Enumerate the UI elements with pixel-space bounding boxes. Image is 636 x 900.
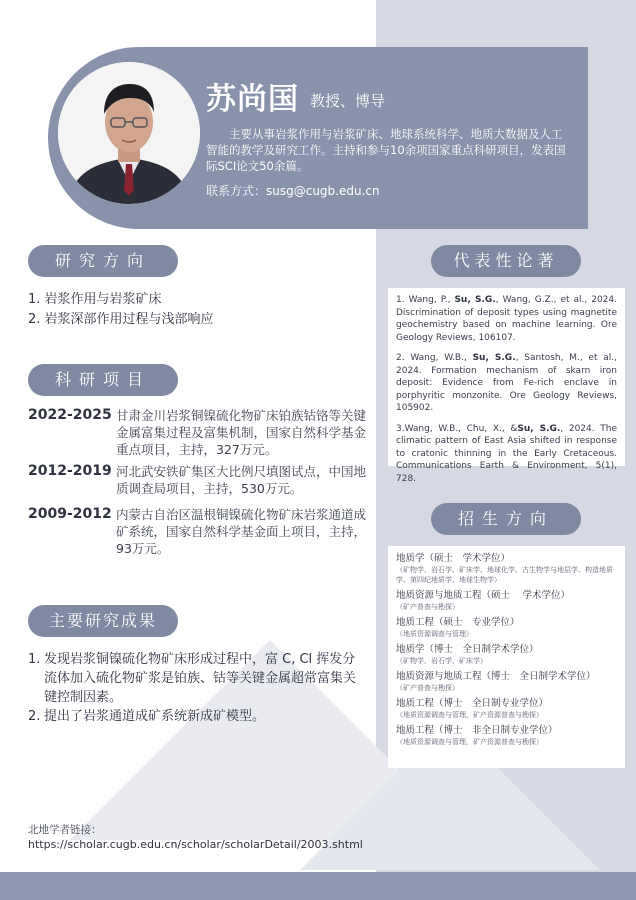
admission-item: 地质工程（硕士 专业学位） （地质资源调查与管理） (396, 617, 520, 638)
admissions-heading: 招生方向 (431, 503, 581, 535)
project-desc: 甘肃金川岩浆铜镍硫化物矿床铂族钴铬等关键金属富集过程及富集机制，国家自然科学基金重点项目，主持，327万元。 (116, 408, 367, 457)
project-desc: 河北武安铁矿集区大比例尺填图试点，中国地质调查局项目，主持，530万元。 (116, 464, 367, 496)
achievement-item: 2. 提出了岩浆通道成矿系统新成矿模型。 (28, 709, 266, 724)
person-intro: 主要从事岩浆作用与岩浆矿床、地球系统科学、地质大数据及人工智能的教学及研究工作。主持和参与10余项国家重点科研项目，发表国际SCI论文50余篇。 (206, 127, 566, 173)
contact-info: 联系方式：susg@cugb.edu.cn (206, 184, 380, 198)
profile-photo (58, 62, 200, 204)
paper-item: 2. Wang, W.B., Su, S.G., Santosh, M., et al., 2024. Formation mechanism of skarn iron deposit: Evidence from Fe-rich enclave in porphyritic monzonite. Ore Geology Reviews, 105902. (396, 353, 617, 413)
papers-panel (388, 288, 625, 484)
scholar-link-label: 北地学者链接： (28, 824, 102, 836)
admission-item: 地质学（硕士 学术学位） （矿物学、岩石学、矿床学、地球化学、古生物学与地层学、构造地质学、第四纪地质学、地球生物学） (396, 553, 613, 584)
project-year: 2009-2012 (28, 506, 112, 522)
paper-item: 3.Wang, W.B., Chu, X., &Su, S.G., 2024. The climatic pattern of East Asia shifted in response to cratonic thinning in the Early Cretaceous. Communications Earth & Environment, 5(1), 728. (396, 423, 617, 484)
project-item (28, 407, 368, 458)
admission-item: 地质工程（博士 全日制专业学位） （地质资源调查与管理，矿产资源普查与勘探） (396, 698, 549, 719)
research-item: 1. 岩浆作用与岩浆矿床 (28, 292, 162, 307)
projects-heading: 科研项目 (28, 364, 178, 396)
admission-item: 地质资源与地质工程（博士 全日制学术学位） （矿产普查与勘探） (396, 671, 596, 692)
scholar-link[interactable]: https://scholar.cugb.edu.cn/scholar/scholarDetail/2003.shtml (28, 838, 363, 851)
person-portrait-icon (58, 62, 200, 204)
admission-item: 地质学（博士 全日制学术学位） （矿物学、岩石学、矿床学） (396, 644, 539, 665)
admission-item: 地质资源与地质工程（硕士 学术学位） （矿产普查与勘探） (396, 590, 571, 611)
person-title: 教授、博导 (310, 92, 386, 110)
paper-item: 1. Wang, P., Su, S.G., Wang, G.Z., et al., 2024. Discrimination of deposit types using magnetite geochemistry based on machine learning. Ore Geology Reviews, 106107. (396, 295, 617, 343)
project-year: 2022-2025 (28, 407, 112, 423)
papers-heading: 代表性论著 (431, 245, 581, 277)
achievement-item: 1. 发现岩浆铜镍硫化物矿床形成过程中，富 C, Cl 挥发分流体加入硫化物矿浆是铂族、钴等关键金属超常富集关键控制因素。 (28, 652, 357, 705)
footer-bar (0, 872, 636, 900)
project-year: 2012-2019 (28, 463, 112, 479)
project-item (28, 506, 368, 557)
research-heading: 研究方向 (28, 245, 178, 277)
research-list (28, 290, 214, 330)
admission-item: 地质工程（博士 非全日制专业学位） （地质资源调查与管理，矿产资源普查与勘探） (396, 725, 558, 746)
project-item (28, 463, 368, 497)
person-name: 苏尚国 (206, 82, 299, 117)
research-item: 2. 岩浆深部作用过程与浅部响应 (28, 312, 214, 327)
admissions-panel (388, 546, 625, 768)
achievements-list (28, 650, 366, 726)
project-desc: 内蒙古自治区温根铜镍硫化物矿床岩浆通道成矿系统，国家自然科学基金面上项目，主持，93万元。 (116, 507, 367, 556)
achievements-heading: 主要研究成果 (28, 605, 178, 637)
